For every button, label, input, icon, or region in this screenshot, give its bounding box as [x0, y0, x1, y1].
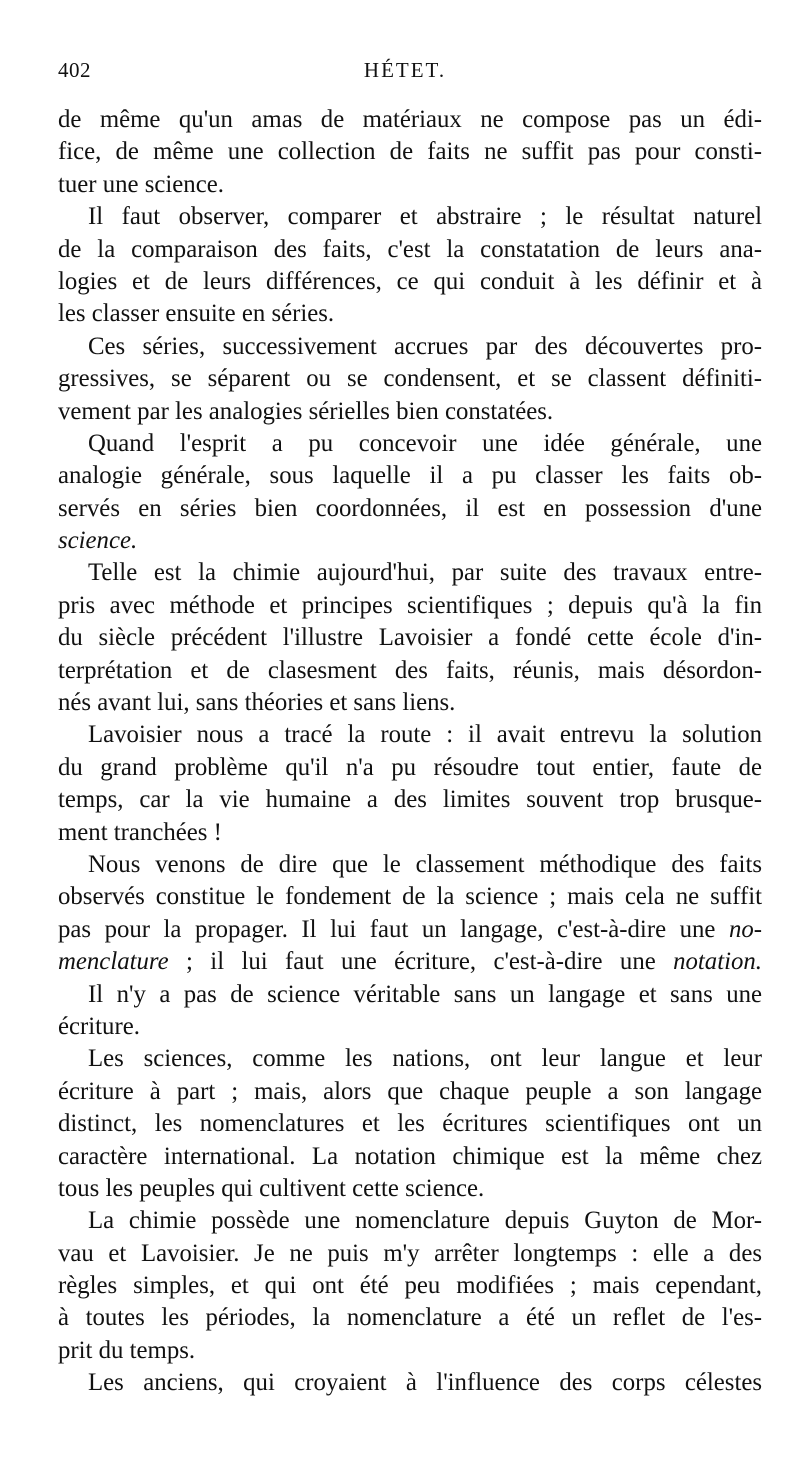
text-line	[58, 298, 762, 330]
italic-text: science.	[58, 527, 138, 555]
line-text: gressives, se séparent ou se condensent, et se classent définiti-	[58, 365, 762, 393]
text-line	[58, 946, 762, 978]
line-text: caractère international. La notation chimique est la même chez	[58, 1142, 762, 1170]
line-text: du grand problème qu'il n'a pu résoudre tout entier, faute de	[58, 753, 762, 781]
text-line	[58, 849, 762, 881]
text-line	[58, 622, 762, 654]
line-text: prit du temps.	[58, 1336, 196, 1364]
text-line	[58, 1335, 762, 1367]
text-line	[58, 266, 762, 298]
text-line	[58, 1011, 762, 1043]
text-line	[58, 331, 762, 363]
line-text: La chimie possède une nomenclature depuis Guyton de Mor-	[88, 1207, 762, 1235]
line-text: observés constitue le fondement de la science ; mais cela ne suffit	[58, 883, 762, 911]
text-line	[58, 201, 762, 233]
line-text: servés en séries bien coordonnées, il est en possession d'une	[58, 494, 762, 522]
line-text: vement par les analogies sérielles bien constatées.	[58, 397, 554, 425]
line-text: de la comparaison des faits, c'est la constatation de leurs ana-	[58, 235, 762, 263]
text-line	[58, 1205, 762, 1237]
text-line	[58, 169, 762, 201]
text-line	[58, 1076, 762, 1108]
text-line	[58, 557, 762, 589]
line-text: les classer ensuite en séries.	[58, 300, 335, 328]
text-line	[58, 396, 762, 428]
text-line	[58, 460, 762, 492]
text-line	[58, 1238, 762, 1270]
text-line	[58, 914, 762, 946]
text-line	[58, 881, 762, 913]
text-line	[58, 1270, 762, 1302]
text-line	[58, 1043, 762, 1075]
text-line	[58, 590, 762, 622]
text-line	[58, 1108, 762, 1140]
line-text: temps, car la vie humaine a des limites souvent trop brusque-	[58, 786, 762, 814]
text-line	[58, 784, 762, 816]
italic-text: no-	[715, 915, 762, 943]
text-line	[58, 1173, 762, 1205]
body-text	[58, 104, 762, 1400]
line-text: nés avant lui, sans théories et sans liens.	[58, 689, 456, 717]
line-text: ; il lui faut une écriture, c'est-à-dire une	[168, 948, 674, 976]
line-text: tous les peuples qui cultivent cette science.	[58, 1174, 485, 1202]
running-head	[58, 58, 752, 88]
text-line	[58, 752, 762, 784]
line-text: Les sciences, comme les nations, ont leur langue et leur	[88, 1045, 762, 1073]
text-line	[58, 817, 762, 849]
line-text: distinct, les nomenclatures et les écritures scientifiques ont un	[58, 1110, 762, 1138]
italic-text: menclature	[58, 948, 169, 976]
text-line	[58, 234, 762, 266]
line-text: ment tranchées !	[58, 818, 222, 846]
line-text: à toutes les périodes, la nomenclature a été un reflet de l'es-	[58, 1304, 762, 1332]
text-line	[58, 687, 762, 719]
text-line	[58, 525, 762, 557]
text-line	[58, 1367, 762, 1399]
line-text: de même qu'un amas de matériaux ne compose pas un édi-	[58, 106, 762, 133]
text-line	[58, 104, 762, 136]
line-text: analogie générale, sous laquelle il a pu classer les faits ob-	[58, 462, 762, 490]
line-text: écriture à part ; mais, alors que chaque peuple a son langage	[58, 1077, 762, 1105]
text-line	[58, 363, 762, 395]
text-line	[58, 979, 762, 1011]
text-line	[58, 493, 762, 525]
line-text: Il n'y a pas de science véritable sans un langage et sans une	[88, 980, 762, 1008]
text-line	[58, 1141, 762, 1173]
line-text: Lavoisier nous a tracé la route : il avait entrevu la solution	[88, 721, 762, 749]
line-text: fice, de même une collection de faits ne suffit pas pour consti-	[58, 138, 762, 166]
line-text: vau et Lavoisier. Je ne puis m'y arrêter longtemps : elle a des	[58, 1239, 762, 1267]
line-text: Ces séries, successivement accrues par des découvertes pro-	[88, 332, 762, 360]
line-text: du siècle précédent l'illustre Lavoisier a fondé cette école d'in-	[58, 624, 762, 652]
text-line	[58, 428, 762, 460]
line-text: Les anciens, qui croyaient à l'influence des corps célestes	[88, 1369, 762, 1397]
line-text: pris avec méthode et principes scientifiques ; depuis qu'à la fin	[58, 591, 762, 619]
text-line	[58, 136, 762, 168]
line-text: Nous venons de dire que le classement méthodique des faits	[88, 850, 762, 878]
line-text: tuer une science.	[58, 170, 224, 198]
text-line	[58, 719, 762, 751]
line-text: Quand l'esprit a pu concevoir une idée générale, une	[88, 429, 762, 457]
line-text: logies et de leurs différences, ce qui conduit à les définir et à	[58, 267, 762, 295]
line-text: pas pour la propager. Il lui faut un langage, c'est-à-dire une	[58, 915, 716, 943]
text-line	[58, 1302, 762, 1334]
line-text: règles simples, et qui ont été peu modifiées ; mais cependant,	[58, 1272, 762, 1300]
page-number: 402	[58, 58, 91, 82]
line-text: terprétation et de clasesment des faits, réunis, mais désordon-	[58, 656, 762, 684]
italic-text: notation.	[673, 948, 762, 976]
line-text: Telle est la chimie aujourd'hui, par suite des travaux entre-	[88, 559, 762, 587]
line-text: Il faut observer, comparer et abstraire ; le résultat naturel	[88, 203, 762, 231]
line-text: écriture.	[58, 1012, 140, 1040]
text-line	[58, 655, 762, 687]
running-title: HÉTET.	[363, 58, 447, 82]
